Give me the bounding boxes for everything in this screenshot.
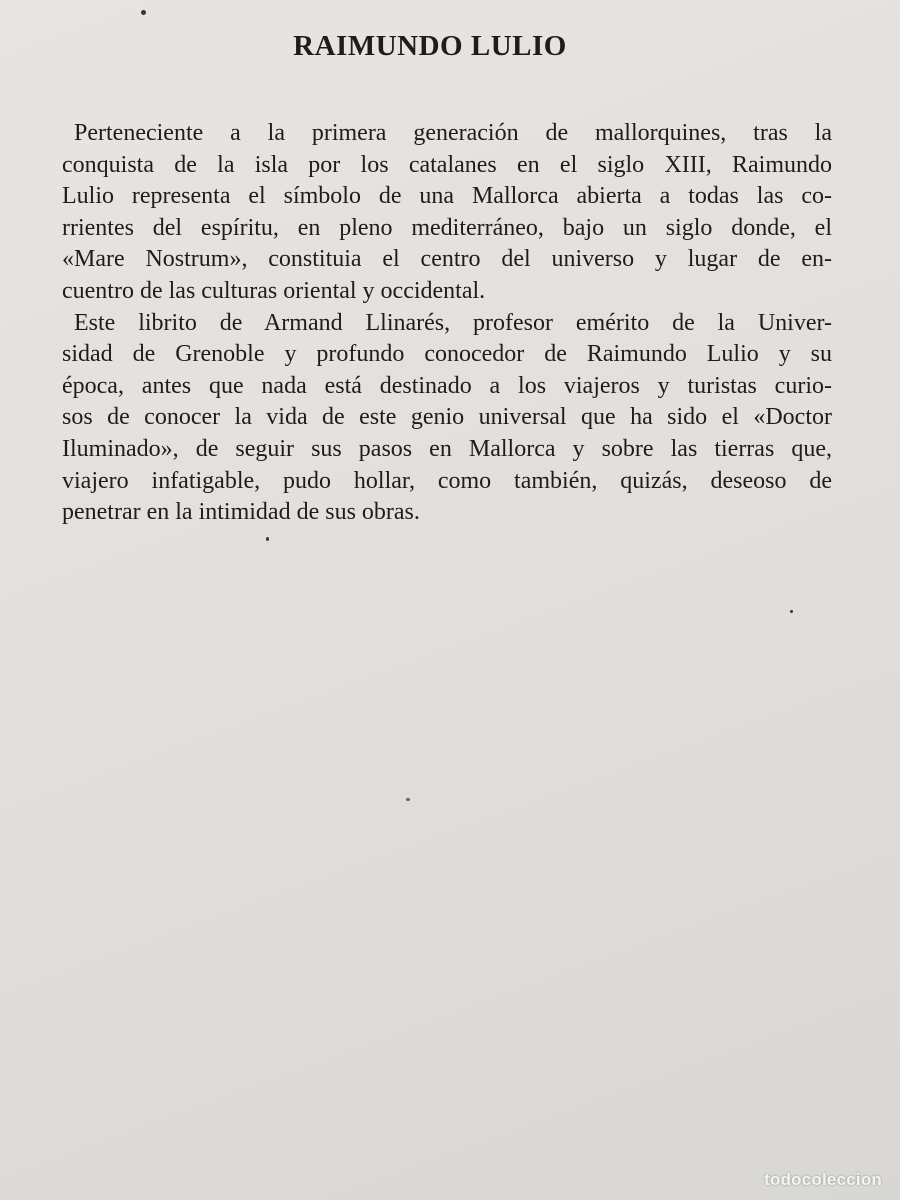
text-line: sidad de Grenoble y profundo conocedor de Raimundo Lulio y su xyxy=(62,341,832,368)
text-line: Perteneciente a la primera generación de mallorquines, tras la xyxy=(74,120,832,146)
ink-speck xyxy=(141,10,146,15)
body-text xyxy=(62,118,832,529)
ink-speck xyxy=(266,537,269,541)
text-line: sos de conocer la vida de este genio universal que ha sido el «Doctor xyxy=(62,404,832,431)
text-line: cuentro de las culturas oriental y occidental. xyxy=(62,277,486,304)
ink-speck xyxy=(406,798,410,801)
paragraph-1 xyxy=(62,118,832,308)
text-line: conquista de la isla por los catalanes en el siglo XIII, Raimundo xyxy=(62,151,832,178)
ink-speck xyxy=(790,610,793,613)
text-line: rrientes del espíritu, en pleno mediterráneo, bajo un siglo donde, el xyxy=(62,214,832,241)
text-line: época, antes que nada está destinado a los viajeros y turistas curio- xyxy=(62,372,832,399)
text-line: Lulio representa el símbolo de una Mallorca abierta a todas las co- xyxy=(62,183,832,210)
text-line: Iluminado», de seguir sus pasos en Mallorca y sobre las tierras que, xyxy=(62,435,832,462)
text-line: viajero infatigable, pudo hollar, como también, quizás, deseoso de xyxy=(62,467,832,494)
watermark: todocoleccion xyxy=(764,1170,882,1189)
page-title: RAIMUNDO LULIO xyxy=(293,30,567,62)
text-line: penetrar en la intimidad de sus obras. xyxy=(62,499,420,526)
text-line: «Mare Nostrum», constituia el centro del universo y lugar de en- xyxy=(62,246,832,273)
text-line: Este librito de Armand Llinarés, profesor emérito de la Univer- xyxy=(74,309,832,336)
paragraph-2 xyxy=(62,308,832,529)
